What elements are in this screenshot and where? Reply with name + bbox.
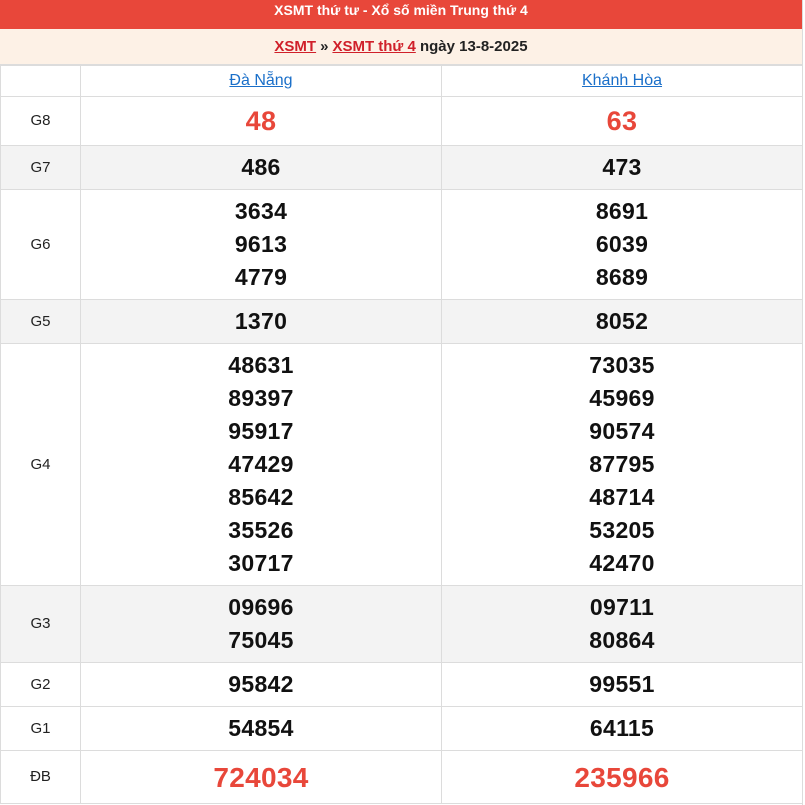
prize-value-cell (81, 344, 442, 586)
prize-number: 99551 (589, 671, 655, 697)
prize-row (1, 707, 803, 751)
prize-number: 95842 (228, 671, 294, 697)
prize-number: 48631 (228, 352, 294, 378)
prize-label-cell (1, 344, 81, 586)
prize-number: 4779 (234, 264, 288, 290)
prize-number: 9613 (234, 231, 288, 257)
province-header-cell (81, 66, 442, 97)
prize-label: G5 (30, 312, 51, 330)
prize-number: 30717 (228, 550, 294, 576)
prize-row (1, 586, 803, 663)
prize-number: 63 (606, 105, 638, 136)
prize-number: 90574 (589, 418, 655, 444)
prize-label: G1 (30, 719, 51, 737)
prize-number: 87795 (589, 451, 655, 477)
prize-label-cell (1, 190, 81, 300)
prize-number: 48714 (589, 484, 655, 510)
prize-label-cell (1, 751, 81, 804)
province-header-cell (442, 66, 803, 97)
prize-label-cell (1, 663, 81, 707)
prize-number: 8052 (595, 308, 649, 334)
prize-label-cell (1, 97, 81, 146)
prize-value-cell (81, 707, 442, 751)
prize-label: ĐB (30, 768, 51, 785)
prize-value-cell (442, 300, 803, 344)
prize-number: 09711 (589, 594, 655, 620)
prize-value-cell (442, 586, 803, 663)
prize-number: 1370 (234, 308, 288, 334)
prize-label: G7 (30, 158, 51, 176)
province-header-row (1, 66, 803, 97)
prize-value-cell (442, 97, 803, 146)
breadcrumb-link-xsmt[interactable]: XSMT (274, 38, 317, 55)
breadcrumb (0, 29, 802, 65)
prize-value-cell (81, 663, 442, 707)
prize-number: 54854 (228, 715, 294, 741)
prize-number: 724034 (213, 761, 309, 793)
prize-label: G6 (30, 235, 51, 253)
prize-row (1, 663, 803, 707)
prize-row (1, 300, 803, 344)
prize-label-cell (1, 586, 81, 663)
prize-value-cell (442, 190, 803, 300)
prize-value-cell (81, 586, 442, 663)
prize-value-cell (81, 146, 442, 190)
prize-number: 473 (602, 154, 642, 180)
province-link-khanh-hoa[interactable]: Khánh Hòa (581, 72, 663, 89)
prize-value-cell (442, 707, 803, 751)
prize-row (1, 97, 803, 146)
prize-number: 3634 (234, 198, 288, 224)
prize-row (1, 751, 803, 804)
prize-number: 80864 (589, 627, 655, 653)
prize-label-cell (1, 707, 81, 751)
prize-number: 95917 (228, 418, 294, 444)
prize-number: 8689 (595, 264, 649, 290)
prize-row (1, 190, 803, 300)
prize-number: 6039 (595, 231, 649, 257)
prize-number: 45969 (589, 385, 655, 411)
page-title (0, 0, 802, 29)
prize-number: 47429 (228, 451, 294, 477)
prize-value-cell (442, 344, 803, 586)
breadcrumb-separator: » (320, 38, 329, 55)
prize-number: 89397 (228, 385, 294, 411)
prize-header-cell (1, 66, 81, 97)
breadcrumb-link-xsmt-thu-4[interactable]: XSMT thứ 4 (332, 38, 416, 55)
prize-label: G3 (30, 615, 51, 632)
prize-label-cell (1, 146, 81, 190)
prize-number: 48 (245, 105, 277, 136)
prize-number: 42470 (589, 550, 655, 576)
prize-number: 85642 (228, 484, 294, 510)
prize-label: G4 (30, 455, 51, 473)
results-table (0, 65, 803, 804)
prize-value-cell (442, 146, 803, 190)
prize-value-cell (442, 751, 803, 804)
prize-label: G8 (30, 112, 51, 129)
prize-number: 35526 (228, 517, 294, 543)
province-link-da-nang[interactable]: Đà Nẵng (229, 72, 293, 89)
breadcrumb-date: ngày 13-8-2025 (419, 38, 528, 55)
prize-number: 09696 (228, 594, 294, 620)
prize-number: 8691 (595, 198, 649, 224)
prize-number: 64115 (589, 715, 655, 741)
prize-number: 235966 (574, 761, 670, 793)
prize-value-cell (81, 97, 442, 146)
prize-number: 75045 (228, 627, 294, 653)
prize-row (1, 146, 803, 190)
prize-number: 73035 (589, 352, 655, 378)
prize-label-cell (1, 300, 81, 344)
prize-row (1, 344, 803, 586)
prize-value-cell (442, 663, 803, 707)
prize-label: G2 (30, 675, 51, 693)
page-title-text: XSMT thứ tư - Xổ số miền Trung thứ 4 (274, 2, 528, 18)
prize-number: 53205 (589, 517, 655, 543)
prize-value-cell (81, 190, 442, 300)
prize-number: 486 (241, 154, 281, 180)
prize-value-cell (81, 751, 442, 804)
prize-value-cell (81, 300, 442, 344)
